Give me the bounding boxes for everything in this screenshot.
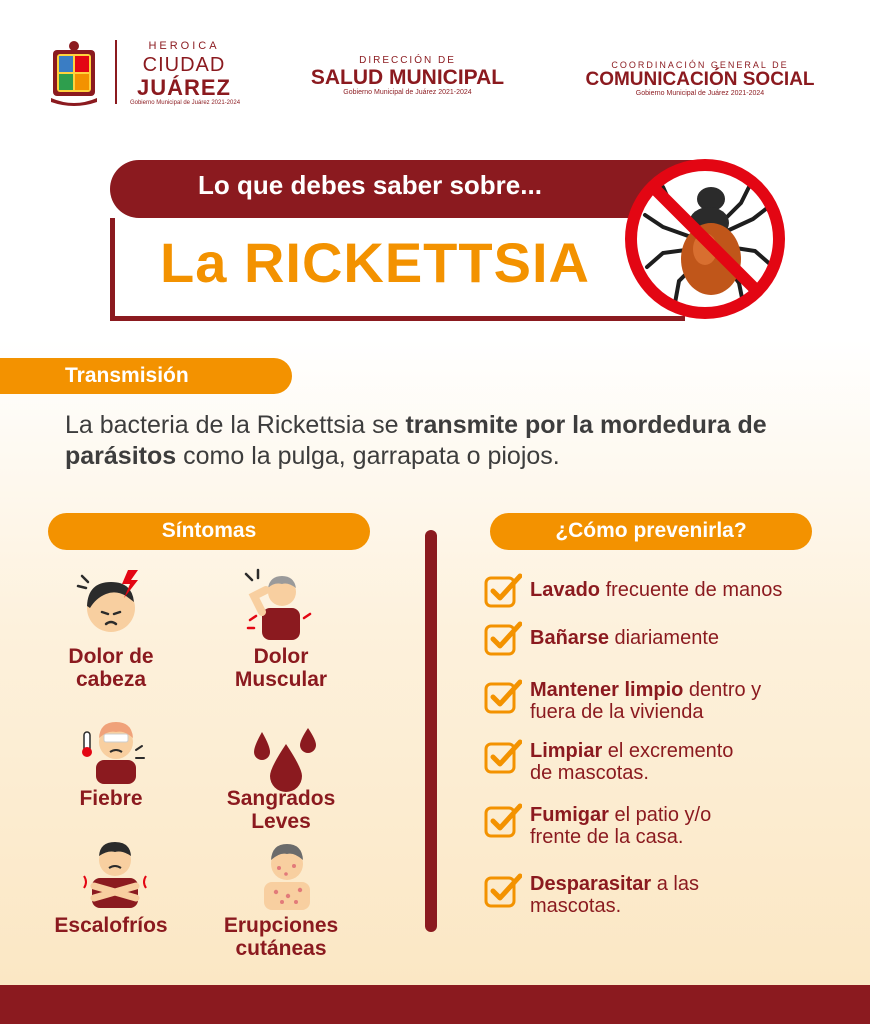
logo-divider (115, 40, 117, 104)
comunicacion-social: COMUNICACIÓN SOCIAL (585, 69, 815, 90)
no-tick-icon (623, 157, 788, 322)
salud-direccion: DIRECCIÓN DE (359, 55, 456, 66)
prevention-item-rest: el patio y/o (608, 804, 712, 826)
salud-gobierno: Gobierno Municipal de Juárez 2021-2024 (343, 89, 472, 96)
prevention-item-line2: de mascotas. (530, 762, 649, 784)
prevention-item-fumigate (530, 804, 850, 848)
symptom-fever (31, 787, 191, 810)
prevention-item-bold: Mantener limpio (530, 679, 684, 701)
column-divider (425, 530, 437, 932)
symptom-muscle-pain (201, 645, 361, 691)
checkbox-check-icon (484, 738, 522, 774)
symptom-chills (31, 914, 191, 937)
symptom-bleeding-line1: Sangrados (226, 787, 336, 810)
salud-municipal: SALUD MUNICIPAL (310, 66, 505, 89)
comunicacion-gobierno: Gobierno Municipal de Juárez 2021-2024 (635, 90, 765, 97)
prevention-item-bold: Desparasitar (530, 873, 652, 895)
checkbox-check-icon (484, 620, 522, 656)
prevention-item-handwashing (530, 579, 850, 601)
checkbox-check-icon (484, 802, 522, 838)
symptom-chills-line1: Escalofríos (54, 914, 168, 937)
symptom-headache (31, 645, 191, 691)
prevention-item-rest: el excremento (602, 740, 734, 762)
transmission-text-end: como la pulga, garrapata o piojos. (176, 442, 560, 470)
prevention-item-rest: frecuente de manos (600, 579, 783, 601)
prevention-item-rest: a las (651, 873, 699, 895)
symptoms-label: Síntomas (161, 519, 257, 542)
prevention-item-line2: frente de la casa. (530, 826, 684, 848)
transmission-text-start: La bacteria de la Rickettsia se (65, 411, 406, 439)
chills-icon (80, 836, 150, 908)
rash-icon (252, 838, 322, 910)
transmission-text (65, 410, 855, 472)
footer-bar (0, 985, 870, 1024)
transmission-text-bold: transmite por la mordedura de parásitos (65, 411, 767, 470)
symptom-headache-line1: Dolor de (68, 645, 154, 668)
prevention-item-bold: Bañarse (530, 627, 609, 649)
symptom-bleeding (201, 787, 361, 833)
symptom-rash (201, 914, 361, 960)
title-underline (110, 316, 685, 321)
prevention-item-bold: Limpiar (530, 740, 603, 762)
symptom-muscle-pain-line2: Muscular (234, 668, 328, 691)
checkbox-check-icon (484, 872, 522, 908)
symptom-muscle-pain-line1: Dolor (253, 645, 309, 668)
comunicacion-coordinacion: COORDINACIÓN GENERAL DE (611, 60, 789, 70)
symptom-headache-line2: cabeza (75, 668, 147, 691)
prevention-item-bold: Fumigar (530, 804, 609, 826)
prevention-item-bold: Lavado (530, 579, 601, 601)
coat-of-arms-icon (47, 40, 101, 108)
checkbox-check-icon (484, 678, 522, 714)
transmission-label: Transmisión (65, 364, 189, 387)
ciudad-juarez-ciudad: CIUDAD (142, 54, 226, 76)
symptom-bleeding-line2: Leves (251, 810, 311, 833)
ciudad-juarez-juarez: JUÁREZ (136, 75, 231, 100)
prevention-label: ¿Cómo prevenirla? (555, 519, 747, 542)
prevention-item-line2: mascotas. (530, 895, 622, 917)
ciudad-juarez-gobierno: Gobierno Municipal de Juárez 2021-2024 (129, 100, 241, 106)
symptom-fever-line1: Fiebre (79, 787, 143, 810)
prevention-item-pet-waste (530, 740, 850, 784)
prevention-item-deworm (530, 873, 850, 917)
symptom-rash-line1: Erupciones (223, 914, 339, 937)
prevention-item-rest: diariamente (608, 627, 719, 649)
prevention-item-line2: fuera de la vivienda (530, 701, 704, 723)
headache-icon (76, 568, 146, 640)
muscle-pain-icon (244, 568, 314, 640)
page-title: La RICKETTSIA (160, 231, 590, 294)
blood-drops-icon (250, 722, 320, 794)
symptom-rash-line2: cutáneas (235, 937, 327, 960)
prevention-item-clean-home (530, 679, 850, 723)
ciudad-juarez-heroica: HEROICA (148, 40, 220, 52)
prevention-item-bathing (530, 627, 850, 649)
prevention-item-rest: dentro y (683, 679, 762, 701)
fever-icon (78, 712, 148, 784)
title-subtitle: Lo que debes saber sobre... (198, 170, 542, 200)
checkbox-check-icon (484, 572, 522, 608)
